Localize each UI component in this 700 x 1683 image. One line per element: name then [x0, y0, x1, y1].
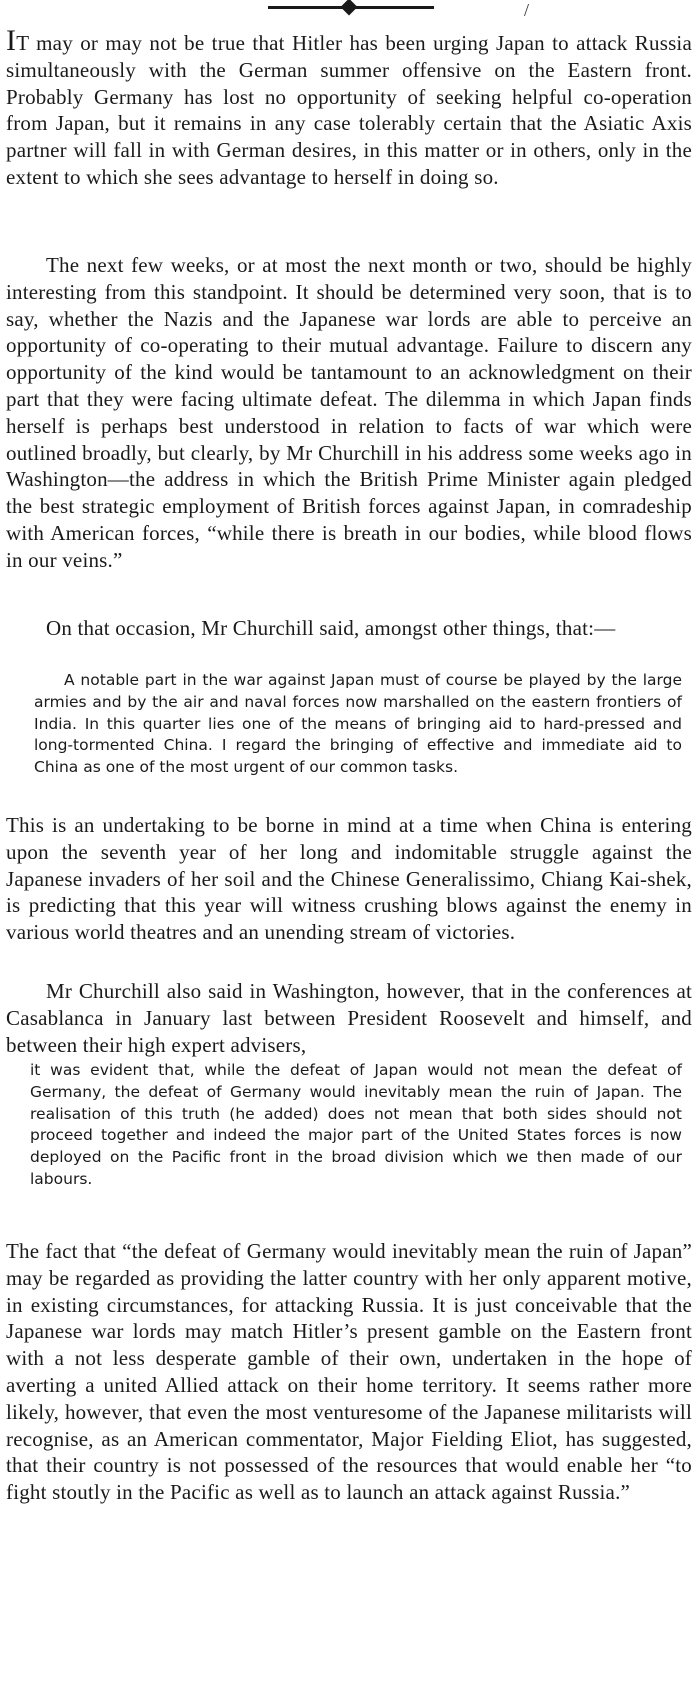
paragraph-3: [6, 615, 692, 642]
paragraph-1-text: T may or may not be true that Hitler has been urging Japan to attack Russia simultaneously with the German summer offensive on the Eastern front. Probably Germany has lost no opportunity of seeking helpful co-operation from Japan, but it remains in any case tolerably certain that the Asiatic Axis partner will fall in with German desires, in this matter or in others, only in the extent to which she sees advantage to herself in doing so.: [6, 31, 692, 189]
paragraph-5-text: Mr Churchill also said in Washington, however, that in the conferences at Casablanca in January last between President Roosevelt and himself, and between their high expert advisers,: [6, 979, 692, 1057]
quotation-1: [34, 670, 682, 779]
paragraph-1: [6, 24, 692, 191]
paragraph-3-text: On that occasion, Mr Churchill said, amongst other things, that:—: [46, 616, 616, 640]
paragraph-4: [6, 812, 692, 946]
print-mark: /: [524, 0, 530, 20]
paragraph-6: [6, 1238, 692, 1506]
quotation-2: [30, 1060, 682, 1191]
quotation-2-text: it was evident that, while the defeat of Japan would not mean the defeat of Germany, the defeat of Germany would inevitably mean the ruin of Japan. The realisation of this truth (he added) does not mean that both sides should not proceed together and indeed the major part of the United States forces is now deployed on the Pacific front in the broad division which we then made of our labours.: [30, 1061, 682, 1188]
paragraph-5: [6, 978, 692, 1058]
paragraph-2: [6, 252, 692, 574]
drop-cap: I: [6, 24, 17, 57]
quotation-1-text: A notable part in the war against Japan must of course be played by the large armies and by the air and naval forces now marshalled on the eastern frontiers of India. In this quarter lies one of the means of bringing aid to hard-pressed and long-tormented China. I regard the bringing of effective and immediate aid to China as one of the most urgent of our common tasks.: [34, 671, 682, 777]
divider-diamond-ornament: [341, 0, 358, 15]
paragraph-4-text: This is an undertaking to be borne in mind at a time when China is entering upon the seventh year of her long and indomitable struggle against the Japanese invaders of her soil and the Chinese Generalissimo, Chiang Kai-shek, is predicting that this year will witness crushing blows against the enemy in various world theatres and an unending stream of victories.: [6, 813, 692, 945]
paragraph-2-text: The next few weeks, or at most the next month or two, should be highly interesting from this standpoint. It should be determined very soon, that is to say, whether the Nazis and the Japanese war lords are able to perceive an opportunity of co-operating to their mutual advantage. Failure to discern any opportunity of the kind would be tantamount to an acknowledgment on their part that they were facing ultimate defeat. The dilemma in which Japan finds herself is perhaps best understood in relation to facts of war which were outlined broadly, but clearly, by Mr Churchill in his address some weeks ago in Washington—the address in which the British Prime Minister again pledged the best strategic employment of British forces against Japan, in comradeship with American forces, “while there is breath in our bodies, while blood flows in our veins.”: [6, 253, 692, 572]
paragraph-6-text: The fact that “the defeat of Germany would inevitably mean the ruin of Japan” may be regarded as providing the latter country with her only apparent motive, in existing circumstances, for attacking Russia. It is just conceivable that the Japanese war lords may match Hitler’s present gamble on the Eastern front with a not less desperate gamble of their own, undertaken in the hope of averting a united Allied attack on their home territory. It seems rather more likely, however, that even the most venturesome of the Japanese militarists will recognise, as an American commentator, Major Fielding Eliot, has suggested, that their country is not possessed of the resources that would enable her “to fight stoutly in the Pacific as well as to launch an attack against Russia.”: [6, 1239, 692, 1505]
